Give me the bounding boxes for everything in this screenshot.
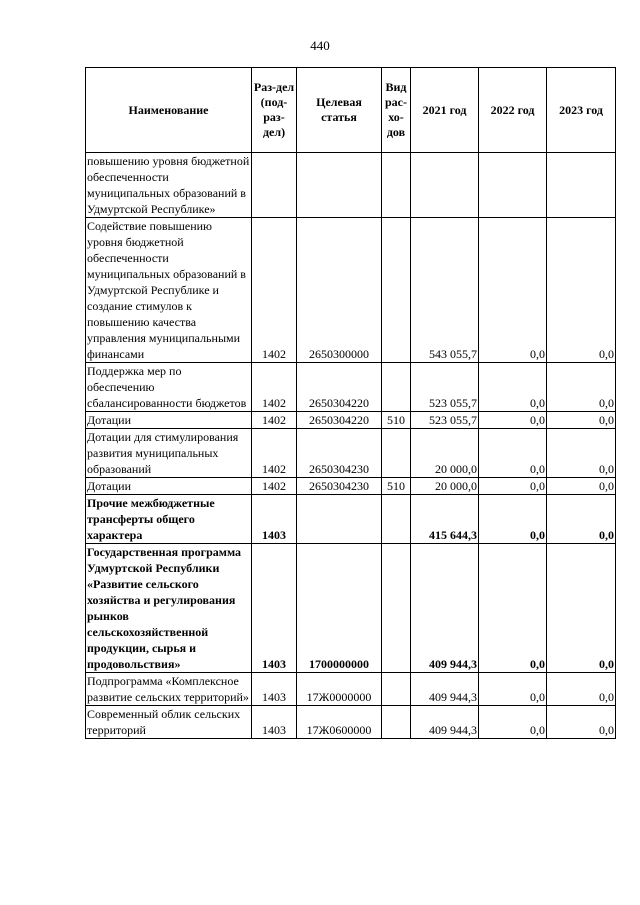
row-expense-type: [382, 673, 411, 706]
row-section: 1403: [252, 706, 297, 739]
row-2023: 0,0: [547, 412, 616, 429]
row-2021: 409 944,3: [411, 673, 479, 706]
row-name: Современный облик сельских территорий: [86, 706, 252, 739]
row-target: 2650300000: [297, 218, 382, 363]
row-2021: 543 055,7: [411, 218, 479, 363]
row-target: 2650304230: [297, 478, 382, 495]
budget-table: [85, 67, 616, 739]
row-name: Содействие повышению уровня бюджетной обеспеченности муниципальных образований в Удмуртской Республике и создание стимулов к повышению качества управления муниципальными финансами: [86, 218, 252, 363]
row-target: 2650304220: [297, 412, 382, 429]
row-2023: 0,0: [547, 673, 616, 706]
row-2023: 0,0: [547, 495, 616, 544]
row-expense-type: [382, 153, 411, 218]
row-target: 2650304230: [297, 429, 382, 478]
row-2022: 0,0: [479, 706, 547, 739]
row-name: Государственная программа Удмуртской Республики «Развитие сельского хозяйства и регулирования рынков сельскохозяйственной продукции, сырья и продовольствия»: [86, 544, 252, 673]
row-name: Дотации: [86, 412, 252, 429]
table-row: [86, 218, 616, 363]
row-2021: 20 000,0: [411, 429, 479, 478]
row-name: Дотации: [86, 478, 252, 495]
row-target: [297, 153, 382, 218]
row-section: 1403: [252, 495, 297, 544]
row-2021: 409 944,3: [411, 544, 479, 673]
row-2022: 0,0: [479, 478, 547, 495]
row-expense-type: [382, 706, 411, 739]
row-section: 1403: [252, 673, 297, 706]
page-number: 440: [310, 38, 330, 53]
header-2022: 2022 год: [479, 68, 547, 153]
row-expense-type: [382, 429, 411, 478]
row-name: Дотации для стимулирования развития муниципальных образований: [86, 429, 252, 478]
table-row: [86, 544, 616, 673]
row-target: 2650304220: [297, 363, 382, 412]
row-2023: 0,0: [547, 706, 616, 739]
row-section: 1402: [252, 478, 297, 495]
row-name: повышению уровня бюджетной обеспеченности муниципальных образований в Удмуртской Республике»: [86, 153, 252, 218]
row-name: Поддержка мер по обеспечению сбалансированности бюджетов: [86, 363, 252, 412]
row-target: 17Ж0000000: [297, 673, 382, 706]
row-2023: [547, 153, 616, 218]
row-2022: 0,0: [479, 218, 547, 363]
row-expense-type: [382, 218, 411, 363]
row-2021: 523 055,7: [411, 363, 479, 412]
row-section: 1402: [252, 429, 297, 478]
row-2021: 409 944,3: [411, 706, 479, 739]
row-section: 1403: [252, 544, 297, 673]
header-2021: 2021 год: [411, 68, 479, 153]
row-2023: 0,0: [547, 363, 616, 412]
table-row: [86, 673, 616, 706]
row-expense-type: [382, 495, 411, 544]
row-2022: [479, 153, 547, 218]
row-expense-type: 510: [382, 478, 411, 495]
row-2021: 523 055,7: [411, 412, 479, 429]
header-2023: 2023 год: [547, 68, 616, 153]
row-2023: 0,0: [547, 429, 616, 478]
table-row: [86, 478, 616, 495]
row-name: Подпрограмма «Комплексное развитие сельских территорий»: [86, 673, 252, 706]
table-row: [86, 495, 616, 544]
row-2022: 0,0: [479, 429, 547, 478]
header-expense-type: Вид рас-хо-дов: [382, 68, 411, 153]
header-target: Целевая статья: [297, 68, 382, 153]
row-target: [297, 495, 382, 544]
header-name: Наименование: [86, 68, 252, 153]
row-2021: [411, 153, 479, 218]
table-row: [86, 153, 616, 218]
table-row: [86, 429, 616, 478]
row-2022: 0,0: [479, 412, 547, 429]
row-section: 1402: [252, 218, 297, 363]
row-expense-type: [382, 544, 411, 673]
row-section: 1402: [252, 412, 297, 429]
row-2022: 0,0: [479, 673, 547, 706]
row-2021: 20 000,0: [411, 478, 479, 495]
row-2023: 0,0: [547, 544, 616, 673]
row-section: 1402: [252, 363, 297, 412]
table-row: [86, 363, 616, 412]
row-section: [252, 153, 297, 218]
row-2023: 0,0: [547, 478, 616, 495]
row-name: Прочие межбюджетные трансферты общего характера: [86, 495, 252, 544]
row-2023: 0,0: [547, 218, 616, 363]
row-target: 17Ж0600000: [297, 706, 382, 739]
row-2022: 0,0: [479, 363, 547, 412]
header-section: Раз-дел (под-раз-дел): [252, 68, 297, 153]
row-2022: 0,0: [479, 495, 547, 544]
row-expense-type: [382, 363, 411, 412]
row-target: 1700000000: [297, 544, 382, 673]
table-row: [86, 706, 616, 739]
row-2022: 0,0: [479, 544, 547, 673]
table-row: [86, 412, 616, 429]
header-row: [86, 68, 616, 153]
row-expense-type: 510: [382, 412, 411, 429]
row-2021: 415 644,3: [411, 495, 479, 544]
